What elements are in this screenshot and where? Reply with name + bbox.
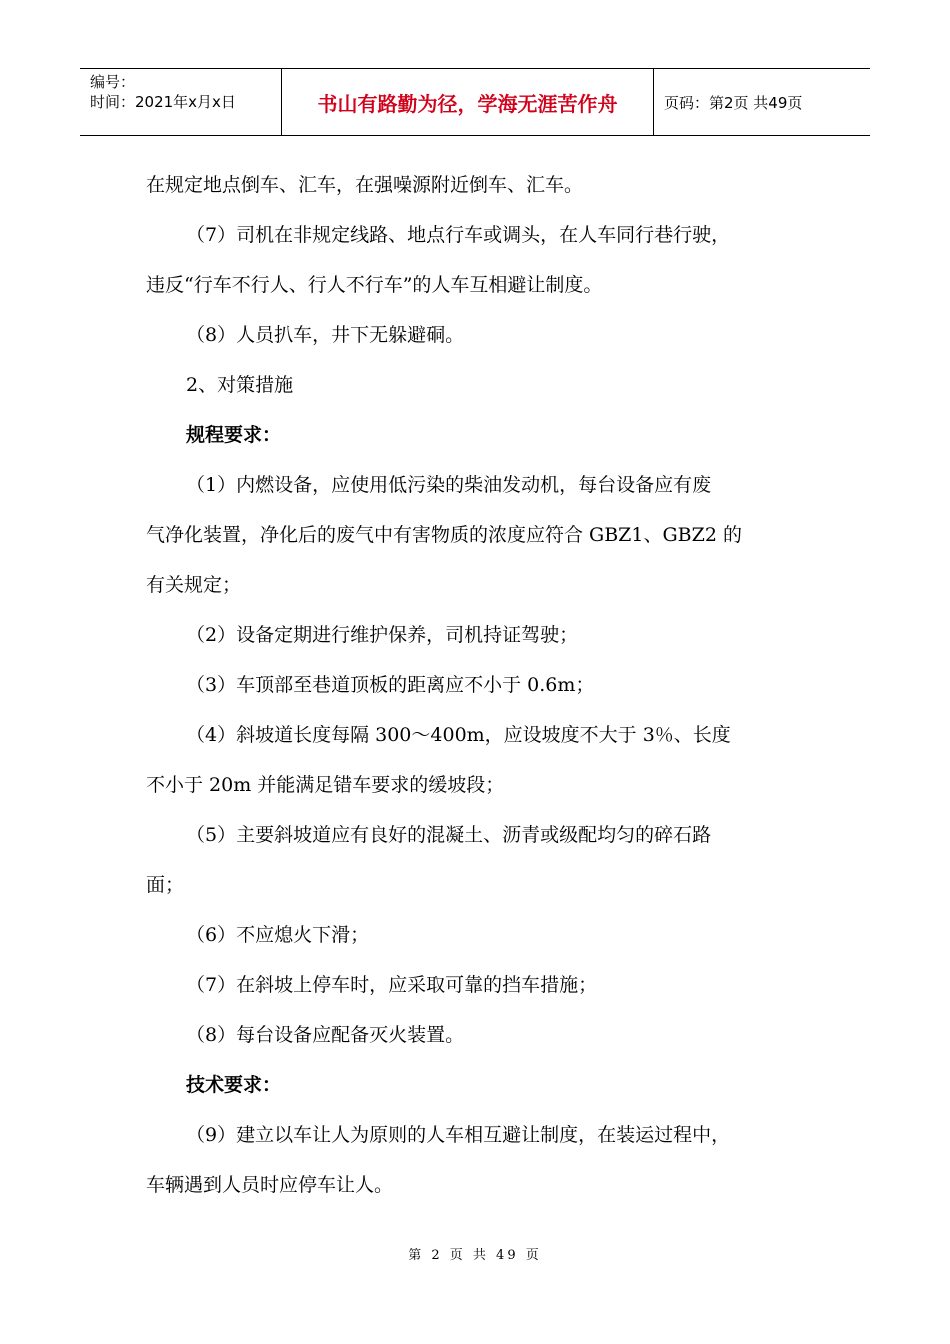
header-time-label: 时间：2021年x月x日 <box>90 93 236 111</box>
body-line: 车辆遇到人员时应停车让人。 <box>146 1174 394 1196</box>
body-line: （6）不应熄火下滑； <box>186 924 370 946</box>
body-line: 在规定地点倒车、汇车，在强噪源附近倒车、汇车。 <box>146 174 584 196</box>
body-line: （9）建立以车让人为原则的人车相互避让制度，在装运过程中， <box>186 1124 731 1146</box>
body-line: 不小于 20m 并能满足错车要求的缓坡段； <box>146 774 505 796</box>
body-line: （1）内燃设备，应使用低污染的柴油发动机，每台设备应有废 <box>186 474 712 496</box>
body-line: 面； <box>146 874 185 896</box>
body-line: （2）设备定期进行维护保养，司机持证驾驶； <box>186 624 579 646</box>
body-line: 有关规定； <box>146 574 242 596</box>
header-page-info: 页码：第2页 共49页 <box>664 93 803 112</box>
header-code-label: 编号： <box>90 73 136 91</box>
body-line: （8）人员扒车，井下无躲避硐。 <box>186 324 465 346</box>
body-line: 气净化装置，净化后的废气中有害物质的浓度应符合 GBZ1、GBZ2 的 <box>146 524 742 546</box>
page-header <box>80 68 870 136</box>
subheading-technical: 技术要求： <box>186 1074 282 1096</box>
header-meta <box>80 69 282 135</box>
document-body <box>146 162 806 1212</box>
body-line: 违反“行车不行人、行人不行车”的人车互相避让制度。 <box>146 274 603 296</box>
body-line: （7）在斜坡上停车时，应采取可靠的挡车措施； <box>186 974 598 996</box>
body-line: （5）主要斜坡道应有良好的混凝土、沥青或级配均匀的碎石路 <box>186 824 712 846</box>
subheading-regulation: 规程要求： <box>186 424 282 446</box>
body-line: （8）每台设备应配备灭火装置。 <box>186 1024 465 1046</box>
header-motto: 书山有路勤为径，学海无涯苦作舟 <box>282 69 654 135</box>
body-line: （7）司机在非规定线路、地点行车或调头，在人车同行巷行驶， <box>186 224 731 246</box>
body-line: （4）斜坡道长度每隔 300～400m，应设坡度不大于 3％、长度 <box>186 724 731 746</box>
body-line: （3）车顶部至巷道顶板的距离应不小于 0.6m； <box>186 674 595 696</box>
section-heading: 2、对策措施 <box>186 374 294 396</box>
page-footer: 第 2 页 共 49 页 <box>408 1248 542 1263</box>
